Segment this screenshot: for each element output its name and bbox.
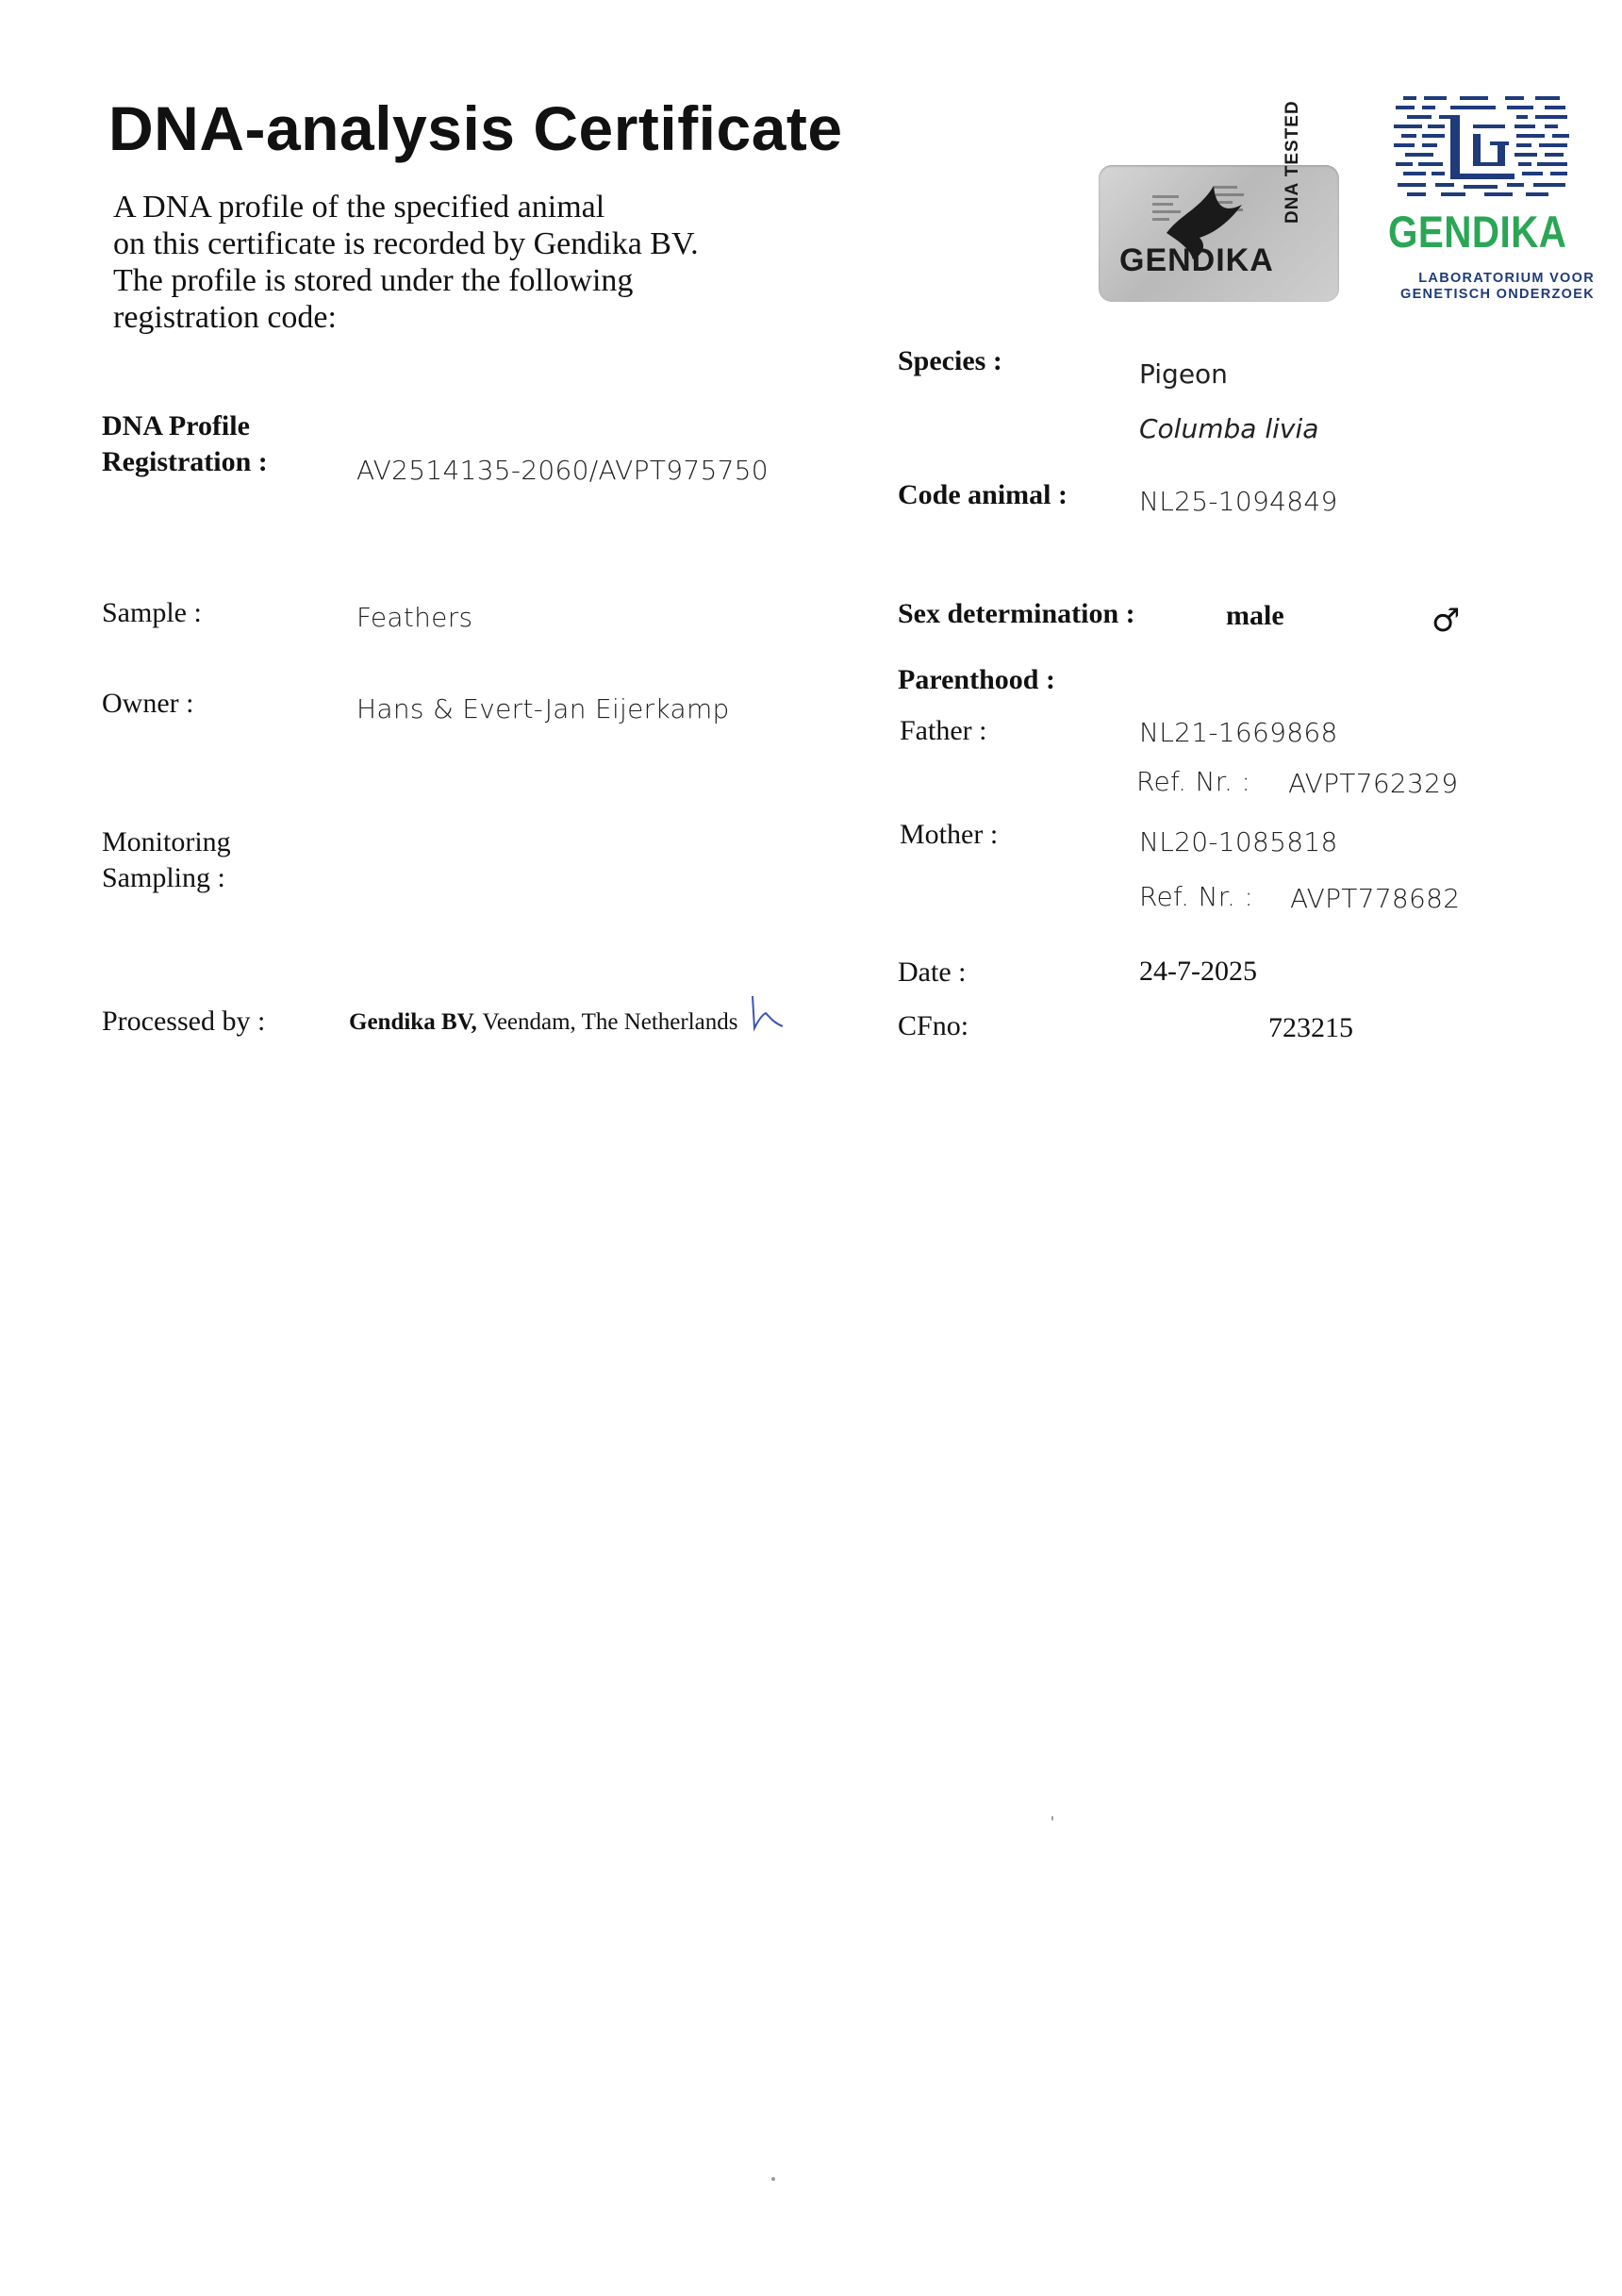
- intro-line: registration code:: [113, 300, 337, 335]
- parenthood-label: Parenthood :: [898, 664, 1055, 695]
- scan-speck: [771, 2177, 775, 2181]
- mother-ref-value: AVPT778682: [1290, 883, 1461, 914]
- owner-label: Owner :: [102, 688, 194, 719]
- father-value: NL21-1669868: [1139, 717, 1338, 748]
- mother-label: Mother :: [900, 819, 999, 850]
- sample-value: Feathers: [356, 602, 473, 633]
- processed-location: Veendam, The Netherlands: [482, 1009, 738, 1035]
- gendika-logo-name: GENDIKA: [1388, 207, 1567, 257]
- cfno-label: CFno:: [898, 1010, 969, 1041]
- father-label: Father :: [900, 715, 987, 746]
- gendika-logo-icon: [1394, 94, 1573, 198]
- sex-determination-label: Sex determination :: [898, 598, 1135, 629]
- code-animal-value: NL25-1094849: [1139, 486, 1338, 517]
- seal-brand: GENDIKA: [1119, 242, 1274, 278]
- intro-paragraph: [113, 189, 699, 336]
- registration-value: AV2514135-2060/AVPT975750: [356, 455, 769, 486]
- certificate-title: DNA-analysis Certificate: [108, 93, 843, 163]
- sampling-label: Sampling :: [102, 862, 225, 893]
- dna-tested-seal: [1099, 100, 1339, 302]
- registration-label: Registration :: [102, 446, 268, 477]
- male-symbol-icon: ♂: [1432, 602, 1461, 640]
- date-value: 24-7-2025: [1139, 956, 1257, 987]
- date-label: Date :: [898, 957, 967, 988]
- gendika-logo-subtitle: LABORATORIUM VOOR GENETISCH ONDERZOEK: [1400, 271, 1595, 302]
- species-label: Species :: [898, 345, 1002, 376]
- cfno-value: 723215: [1268, 1012, 1353, 1043]
- father-ref-value: AVPT762329: [1288, 768, 1459, 799]
- species-latin-value: Columba livia: [1139, 413, 1319, 444]
- sex-value: male: [1226, 600, 1284, 631]
- mother-ref-label: Ref. Nr. :: [1139, 881, 1254, 912]
- scan-speck: [1051, 1816, 1053, 1821]
- owner-value: Hans & Evert-Jan Eijerkamp: [356, 693, 730, 724]
- handwritten-checkmark-icon: [745, 994, 792, 1038]
- intro-line: on this certificate is recorded by Gendika BV.: [113, 226, 699, 261]
- monitoring-label: Monitoring: [102, 826, 231, 857]
- species-common-value: Pigeon: [1139, 358, 1228, 390]
- processed-by-label: Processed by :: [102, 1006, 266, 1037]
- dna-profile-label: DNA Profile: [102, 410, 250, 441]
- intro-line: A DNA profile of the specified animal: [113, 190, 605, 225]
- seal-tested-text: DNA TESTED: [1283, 100, 1302, 224]
- sample-label: Sample :: [102, 597, 202, 628]
- intro-line: The profile is stored under the following: [113, 263, 634, 298]
- processed-by-value: [349, 1009, 738, 1036]
- mother-value: NL20-1085818: [1139, 826, 1338, 857]
- code-animal-label: Code animal :: [898, 479, 1068, 510]
- processed-company: Gendika BV,: [349, 1009, 477, 1035]
- father-ref-label: Ref. Nr. :: [1136, 766, 1251, 797]
